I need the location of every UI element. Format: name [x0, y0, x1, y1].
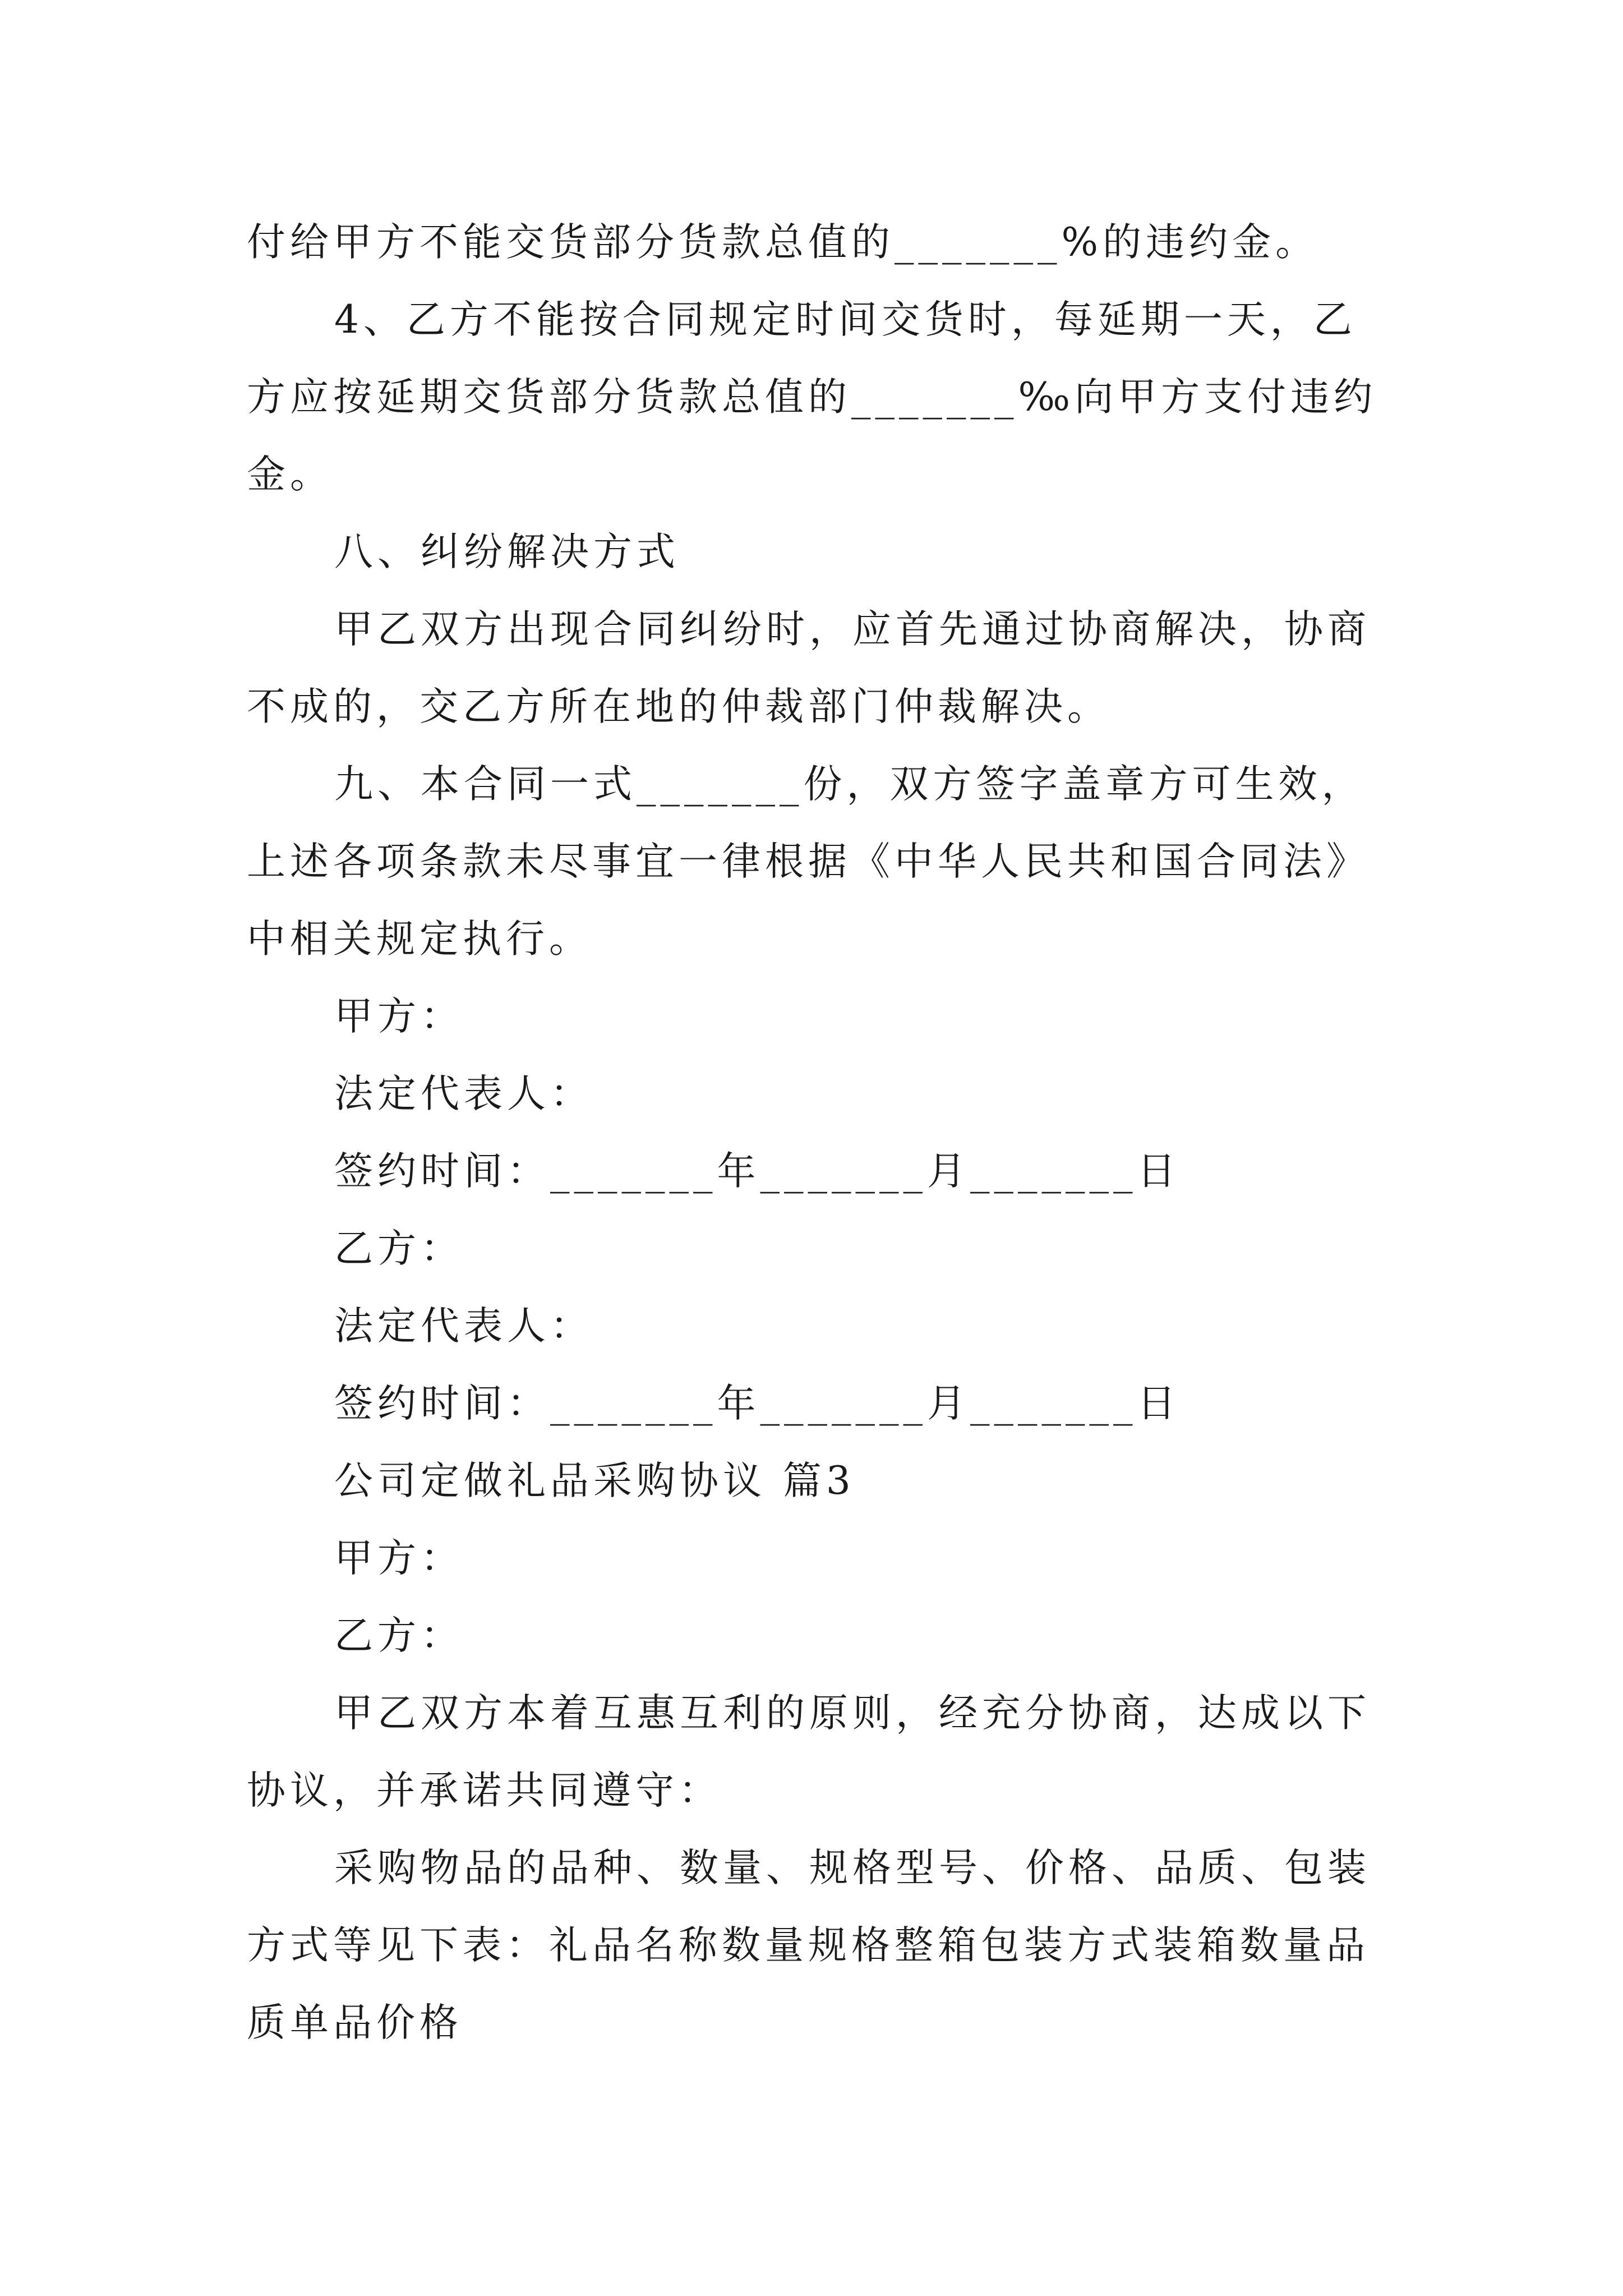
text-line: 不成的，交乙方所在地的仲裁部门仲裁解决。 [247, 684, 1110, 729]
party-b-label: 乙方： [334, 1613, 464, 1658]
party-a-label: 甲方： [334, 1536, 464, 1581]
text-line: 协议，并承诺共同遵守： [247, 1768, 722, 1813]
text-line: 方式等见下表：礼品名称数量规格整箱包装方式装箱数量品 [247, 1923, 1370, 1968]
party-a-label: 甲方： [334, 994, 464, 1039]
text-line: 甲乙双方本着互惠互利的原则，经充分协商，达成以下 [334, 1691, 1371, 1736]
text-line: 4、乙方不能按合同规定时间交货时，每延期一天，乙 [334, 297, 1357, 342]
text-line: 九、本合同一式_______份，双方签字盖章方可生效， [334, 762, 1365, 807]
signing-date-line: 签约时间：_______年_______月_______日 [334, 1381, 1181, 1426]
text-line: 上述各项条款未尽事宜一律根据《中华人民共和国合同法》 [247, 839, 1370, 884]
text-line: 中相关规定执行。 [247, 917, 592, 961]
section-heading: 八、纠纷解决方式 [334, 530, 680, 574]
text-line: 方应按延期交货部分货款总值的_______‰向甲方支付违约 [247, 375, 1377, 420]
party-b-label: 乙方： [334, 1226, 464, 1271]
signing-date-line: 签约时间：_______年_______月_______日 [334, 1149, 1181, 1194]
legal-rep-label: 法定代表人： [334, 1304, 593, 1349]
section-title: 公司定做礼品采购协议 篇3 [334, 1458, 855, 1503]
text-line: 采购物品的品种、数量、规格型号、价格、品质、包装 [334, 1846, 1371, 1890]
text-line: 付给甲方不能交货部分货款总值的_______%的违约金。 [247, 220, 1319, 265]
text-line: 金。 [247, 452, 333, 497]
text-line: 甲乙双方出现合同纠纷时，应首先通过协商解决，协商 [334, 607, 1371, 652]
text-line: 质单品价格 [247, 2000, 463, 2045]
legal-rep-label: 法定代表人： [334, 1071, 593, 1116]
